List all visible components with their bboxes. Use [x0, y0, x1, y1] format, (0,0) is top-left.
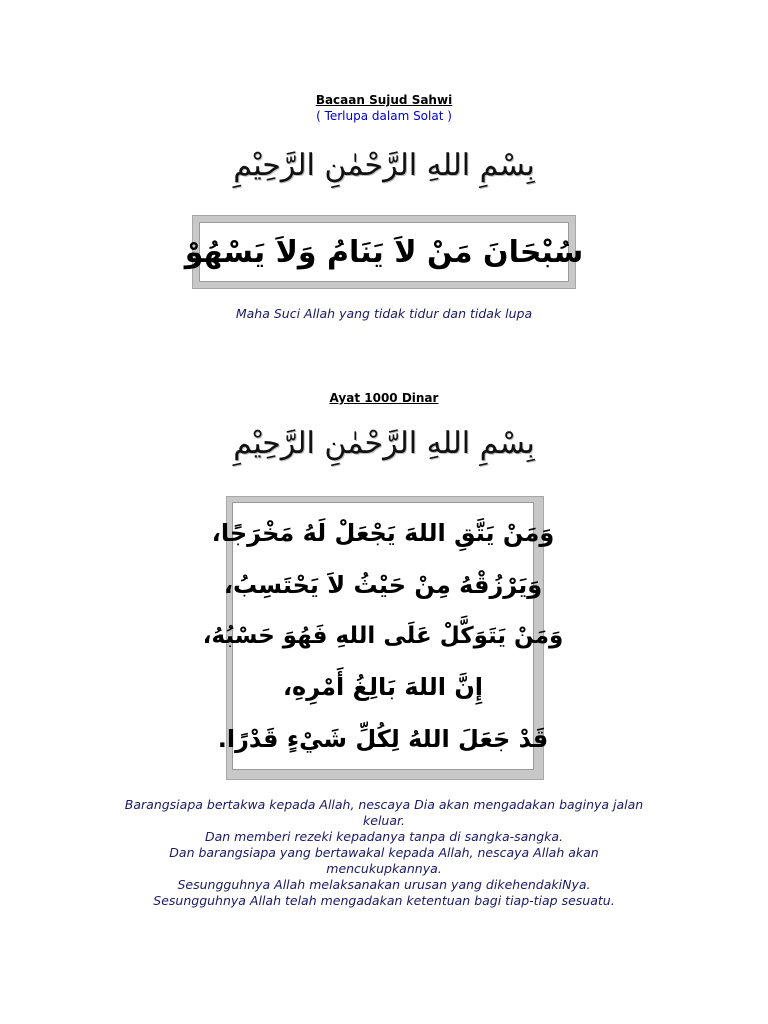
verse-line: قَدْ جَعَلَ اللهُ لِكُلِّ شَيْءٍ قَدْرًا.	[217, 725, 549, 753]
translation-line: keluar.	[363, 813, 405, 828]
translation-line: mencukupkannya.	[326, 861, 442, 876]
basmala-calligraphy-2: بِسْمِ اللهِ الرَّحْمٰنِ الرَّحِيْمِ	[233, 426, 535, 461]
section1-translation: Maha Suci Allah yang tidak tidur dan tidak lupa	[235, 306, 533, 321]
verse-line: وَمَنْ يَتَوَكَّلْ عَلَى اللهِ فَهُوَ حَسْبُهُ،	[202, 623, 564, 649]
translation-line: Sesungguhnya Allah telah mengadakan ketentuan bagi tiap-tiap sesuatu.	[153, 893, 615, 908]
section2-translation	[0, 797, 768, 909]
translation-line: Dan barangsiapa yang bertawakal kepada Allah, nescaya Allah akan	[169, 845, 599, 860]
doa-box	[184, 222, 584, 282]
verse-line: إِنَّ اللهَ بَالِغُ أَمْرِهِ،	[282, 673, 484, 701]
translation-line: Dan memberi rezeki kepadanya tanpa di sangka-sangka.	[204, 829, 564, 844]
doa-arabic-text: سُبْحَانَ مَنْ لاَ يَنَامُ وَلاَ يَسْهُوْ	[184, 234, 584, 270]
verse-line: وَمَنْ يَتَّقِ اللهَ يَجْعَلْ لَهُ مَخْرَجًا،	[211, 519, 555, 547]
translation-line: Sesungguhnya Allah melaksanakan urusan yang dikehendakiNya.	[177, 877, 591, 892]
section2-title: Ayat 1000 Dinar	[329, 391, 439, 405]
verse-line: وَيَرْزُقْهُ مِنْ حَيْثُ لاَ يَحْتَسِبُ،	[223, 571, 543, 599]
section1-title: Bacaan Sujud Sahwi	[315, 93, 453, 107]
verses-box	[202, 502, 564, 770]
translation-line: Barangsiapa bertakwa kepada Allah, nescaya Dia akan mengadakan baginya jalan	[124, 797, 644, 812]
basmala-calligraphy-1: بِسْمِ اللهِ الرَّحْمٰنِ الرَّحِيْمِ	[233, 148, 535, 183]
section1-subtitle: ( Terlupa dalam Solat )	[316, 109, 452, 123]
